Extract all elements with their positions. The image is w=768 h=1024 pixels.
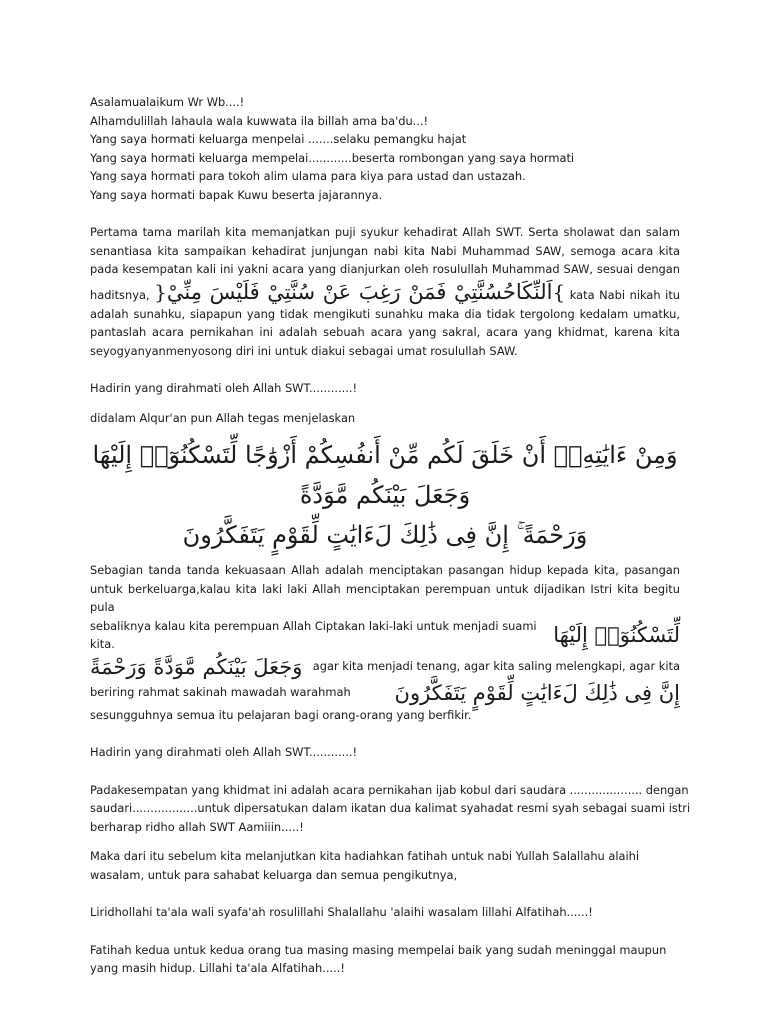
document-body bbox=[90, 93, 691, 978]
explanation-line-3-arabic: لِّتَسْكُنُوٓا۟ إِلَيْهَا bbox=[553, 623, 680, 647]
explanation-line-4-arabic: وَجَعَلَ بَيْنَكُم مَّوَدَّةً وَرَحْمَةً bbox=[90, 654, 303, 679]
hadith-lead: haditsnya, bbox=[90, 287, 150, 302]
explanation-line-5-arabic: إِنَّ فِى ذَٰلِكَ لَءَايَٰتٍ لِّقَوْمٍ يَتَفَكَّرُونَ bbox=[394, 680, 680, 705]
hadith-arabic: اَلنِّكَاحُسُنَّتِيْ فَمَنْ رَغِبَ عَنْ سُنَّتِيْ فَلَيْسَ مِنِّيْ bbox=[166, 279, 553, 304]
fatihah-line: wasalam, untuk para sahabat keluarga dan semua pengikutnya, bbox=[90, 867, 458, 882]
hadirin-line-1: Hadirin yang dirahmati oleh Allah SWT............! bbox=[90, 381, 358, 395]
liridhollahi-line: Liridhollahi ta'ala wali syafa'ah rosulillahi Shalallahu 'alaihi wasalam lillahi Alfatihah......! bbox=[90, 905, 593, 919]
wedding-paragraph bbox=[90, 781, 691, 837]
explanation-line-3 bbox=[90, 617, 680, 654]
explanation-line-5-text: beriring rahmat sakinah mawadah warahmah bbox=[90, 685, 351, 700]
hadith-explanation: kata Nabi nikah itu adalah sunahku, siapapun yang tidak mengikuti sunahku maka dia tidak tergolong kedalam umatku, pantaslah acara pernikahan ini adalah sebuah acara yang sakral, acara yang khidmat, karena kita seyogyanyanmenyosong diri ini untuk diakui sebagai umat rosulullah SAW. bbox=[90, 287, 681, 358]
explanation-line-5 bbox=[90, 680, 680, 706]
hadith-brace-close: } bbox=[552, 279, 566, 304]
second-fatihah-paragraph bbox=[90, 941, 680, 978]
quran-verse-line-1: وَمِنْ ءَايَٰتِهِۦٓ أَنْ خَلَقَ لَكُم مِّنْ أَنفُسِكُمْ أَزْوَٰجًا لِّتَسْكُنُوٓا۟ إِلَيْهَا وَجَعَلَ بَيْنَكُم مَّوَدَّةً bbox=[92, 441, 678, 509]
greeting-line: Yang saya hormati bapak Kuwu beserta jajarannya. bbox=[90, 187, 383, 202]
quran-verse bbox=[90, 435, 680, 555]
wedding-line: Padakesempatan yang khidmat ini adalah acara pernikahan ijab kobul dari saudara .................... dengan bbox=[90, 782, 689, 797]
quran-verse-line-2: وَرَحْمَةً ۚ إِنَّ فِى ذَٰلِكَ لَءَايَٰتٍ لِّقَوْمٍ يَتَفَكَّرُونَ bbox=[182, 521, 588, 549]
greetings-block bbox=[90, 93, 680, 204]
explanation-paragraph bbox=[90, 561, 680, 724]
explanation-line-6: sesungguhnya semua itu pelajaran bagi orang-orang yang berfikir. bbox=[90, 707, 472, 722]
greeting-line: Alhamdulillah lahaula wala kuwwata ila billah ama ba'du...! bbox=[90, 113, 429, 128]
alquran-intro: didalam Alqur'an pun Allah tegas menjelaskan bbox=[90, 410, 356, 425]
second-fatihah-line: Fatihah kedua untuk kedua orang tua masing masing mempelai baik yang sudah meninggal maupun bbox=[90, 942, 667, 957]
explanation-line-4 bbox=[90, 654, 680, 680]
greeting-line: Yang saya hormati keluarga mempelai............beserta rombongan yang saya hormati bbox=[90, 150, 575, 165]
hadith-brace-open: { bbox=[154, 279, 167, 304]
greeting-line: Yang saya hormati para tokoh alim ulama para kiya para ustad dan ustazah. bbox=[90, 169, 526, 183]
explanation-text: Sebagian tanda tanda kekuasaan Allah adalah menciptakan pasangan hidup kepada kita, pasangan untuk berkeluarga,kalau kita laki laki Allah menciptakan perempuan untuk dijadikan Istri kita begitu pula bbox=[90, 563, 680, 614]
wedding-line: berharap ridho allah SWT Aamiiin.....! bbox=[90, 819, 304, 834]
hadirin-line-2: Hadirin yang dirahmati oleh Allah SWT............! bbox=[90, 745, 358, 759]
wedding-line: saudari..................untuk dipersatukan dalam ikatan dua kalimat syahadat resmi syah sebagai suami istri bbox=[90, 801, 691, 815]
fatihah-line: Maka dari itu sebelum kita melanjutkan kita hadiahkan fatihah untuk nabi Yullah Salallahu alaihi bbox=[90, 849, 640, 863]
greeting-line: Asalamualaikum Wr Wb....! bbox=[90, 95, 245, 109]
fatihah-paragraph bbox=[90, 847, 680, 884]
second-fatihah-line: yang masih hidup. Lillahi ta'ala Alfatihah.....! bbox=[90, 961, 345, 975]
explanation-line-3-text: sebaliknya kalau kita perempuan Allah Ciptakan laki-laki untuk menjadi suami kita. bbox=[90, 618, 537, 651]
opening-text: Pertama tama marilah kita memanjatkan puji syukur kehadirat Allah SWT. Serta sholawat dan salam senantiasa kita sampaikan kehadirat junjungan nabi kita Nabi Muhammad SAW, semoga acara kita pada kesempatan kali ini yakni acara yang dianjurkan oleh rosulullah Muhammad SAW, sesuai dengan bbox=[90, 225, 680, 276]
opening-paragraph bbox=[90, 223, 680, 360]
greeting-line: Yang saya hormati keluarga menpelai .......selaku pemangku hajat bbox=[90, 132, 467, 146]
explanation-line-4-text: agar kita menjadi tenang, agar kita saling melengkapi, agar kita bbox=[312, 659, 680, 674]
